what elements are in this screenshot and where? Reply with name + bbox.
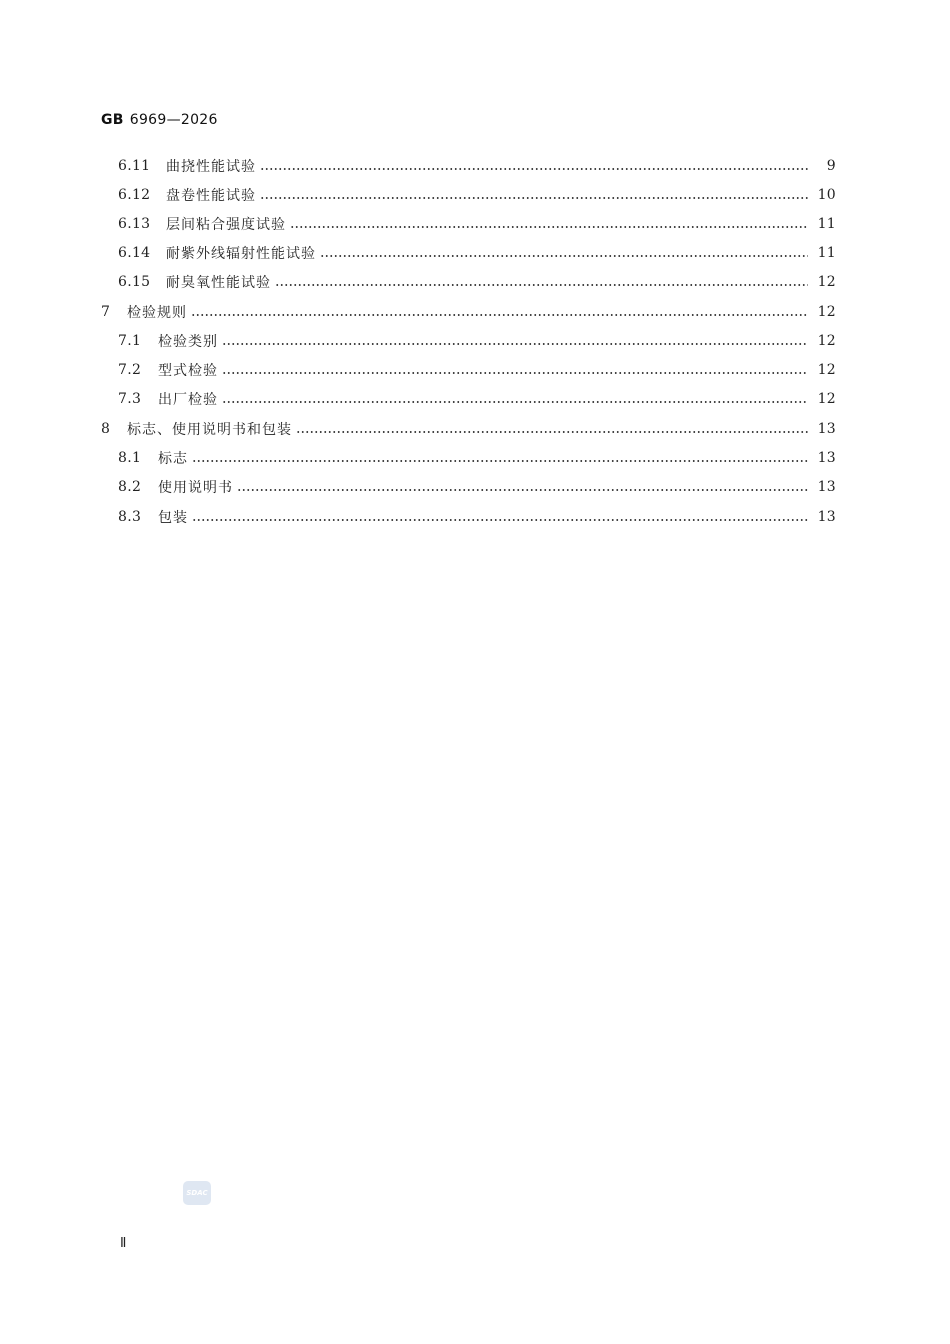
toc-page: 12	[817, 391, 836, 407]
toc-page: 12	[817, 304, 836, 320]
toc-page: 11	[817, 245, 836, 261]
toc-number: 6.13	[118, 216, 151, 232]
toc-entry-8-2[interactable]	[118, 477, 836, 497]
standard-prefix: GB	[101, 112, 124, 128]
watermark-text: SDAC	[186, 1189, 208, 1197]
toc-page: 9	[826, 158, 836, 174]
toc-page: 13	[817, 509, 836, 525]
toc-entry-6-15[interactable]	[118, 272, 836, 292]
toc-entry-6-11[interactable]	[118, 156, 836, 176]
toc-leader	[192, 460, 808, 462]
toc-title: 标志、使用说明书和包装	[127, 422, 292, 438]
toc-page: 12	[817, 274, 836, 290]
toc-title: 耐紫外线辐射性能试验	[166, 246, 316, 262]
toc-number: 7	[101, 304, 111, 320]
toc-entry-6-12[interactable]	[118, 185, 836, 205]
toc-title: 出厂检验	[158, 392, 218, 408]
toc-leader	[191, 314, 808, 316]
toc-leader	[296, 431, 808, 433]
toc-number: 7.1	[118, 333, 142, 349]
toc-page: 12	[817, 362, 836, 378]
toc-page: 13	[817, 479, 836, 495]
standard-code: 6969—2026	[129, 112, 218, 128]
toc-leader	[320, 255, 808, 257]
toc-number: 7.2	[118, 362, 142, 378]
toc-title: 检验类别	[158, 334, 218, 350]
toc-leader	[222, 372, 808, 374]
toc-leader	[237, 489, 808, 491]
toc-leader	[192, 519, 808, 521]
toc-number: 8	[101, 421, 111, 437]
toc-title: 耐臭氧性能试验	[166, 275, 271, 291]
toc-entry-8[interactable]	[101, 419, 836, 439]
toc-title: 包装	[158, 510, 188, 526]
toc-number: 6.14	[118, 245, 151, 261]
toc-page: 13	[817, 450, 836, 466]
toc-number: 8.2	[118, 479, 142, 495]
toc-entry-7-1[interactable]	[118, 331, 836, 351]
toc-title: 盘卷性能试验	[166, 188, 256, 204]
toc-title: 层间粘合强度试验	[166, 217, 286, 233]
toc-page: 11	[817, 216, 836, 232]
toc-page: 13	[817, 421, 836, 437]
toc-leader	[290, 226, 808, 228]
toc-title: 标志	[158, 451, 188, 467]
toc-title: 检验规则	[127, 305, 187, 321]
toc-entry-6-13[interactable]	[118, 214, 836, 234]
toc-title: 型式检验	[158, 363, 218, 379]
toc-number: 8.3	[118, 509, 142, 525]
toc-number: 7.3	[118, 391, 142, 407]
toc-entry-7-3[interactable]	[118, 389, 836, 409]
toc-leader	[260, 197, 808, 199]
toc-entry-8-1[interactable]	[118, 448, 836, 468]
toc-number: 6.12	[118, 187, 151, 203]
standard-number	[101, 112, 218, 128]
toc-number: 6.15	[118, 274, 151, 290]
toc-page: 10	[817, 187, 836, 203]
publisher-logo-watermark	[183, 1181, 211, 1205]
toc-number: 6.11	[118, 158, 151, 174]
toc-leader	[222, 343, 808, 345]
toc-number: 8.1	[118, 450, 142, 466]
toc-title: 使用说明书	[158, 480, 233, 496]
toc-title: 曲挠性能试验	[166, 159, 256, 175]
toc-entry-8-3[interactable]	[118, 507, 836, 527]
toc-leader	[260, 168, 808, 170]
toc-entry-7-2[interactable]	[118, 360, 836, 380]
toc-leader	[275, 284, 808, 286]
page-number: Ⅱ	[120, 1236, 127, 1251]
toc-entry-7[interactable]	[101, 302, 836, 322]
toc-page: 12	[817, 333, 836, 349]
toc-entry-6-14[interactable]	[118, 243, 836, 263]
toc-leader	[222, 401, 808, 403]
